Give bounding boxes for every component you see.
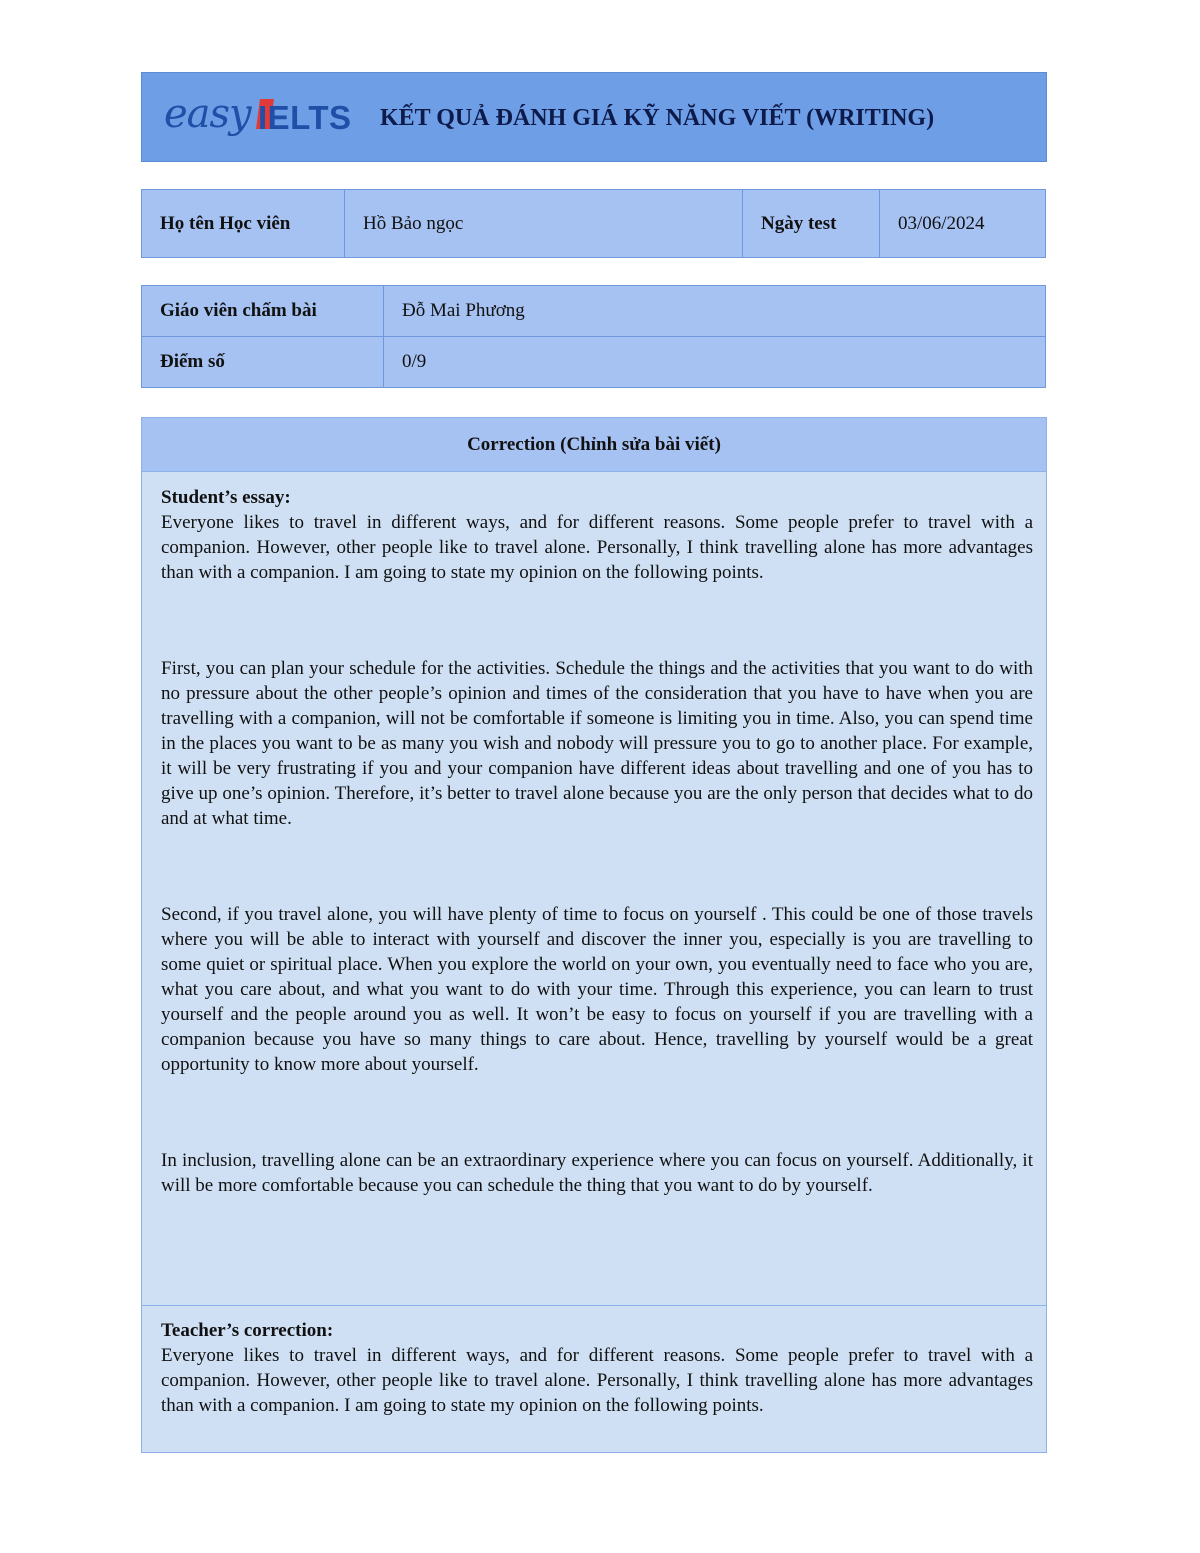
essay-paragraph: Second, if you travel alone, you will have plenty of time to focus on yourself . This could be one of those travels where you will be able to interact with yourself and discover the inner you, especially is you are travelling to some quiet or spiritual place. When you explore the world on your own, you eventually need to face who you are, what you care about, and what you want to do with your time. Through this experience, you can learn to trust yourself and the people around you as well. It won’t be easy to focus on yourself if you are travelling with a companion because you have so many things to care about. Hence, travelling by yourself would be a great opportunity to know more about yourself. [161,904,1033,1075]
table-row [142,190,1046,258]
score-label: Điểm số [142,337,384,388]
correction-heading: Correction (Chỉnh sửa bài viết) [142,418,1046,472]
test-date-value: 03/06/2024 [880,190,1046,258]
grading-info-table [141,285,1046,388]
teacher-label: Giáo viên chấm bài [142,286,384,337]
essay-paragraph: Everyone likes to travel in different ways, and for different reasons. Some people prefer to travel with a companion. However, other people like to travel alone. Personally, I think travelling alone has more advantages than with a companion. I am going to state my opinion on the following points. [161,512,1033,583]
report-header [141,72,1047,162]
teacher-value: Đỗ Mai Phương [384,286,1046,337]
logo-easy-text: easy [164,91,251,137]
easy-ielts-logo [162,85,352,149]
logo-ielts-text: IELTS [258,99,352,136]
student-essay-label: Student’s essay: [161,487,291,508]
student-name-value: Hồ Bảo ngọc [345,190,743,258]
table-row [142,337,1046,388]
essay-paragraph: In inclusion, travelling alone can be an extraordinary experience where you can focus on yourself. Additionally, it will be more comfortable because you can schedule the thing that you want to do by yourself. [161,1150,1033,1196]
essay-paragraph: First, you can plan your schedule for the activities. Schedule the things and the activities that you want to do with no pressure about the other people’s opinion and times of the consideration that you have to have when you are travelling with a companion, will not be comfortable if someone is limiting you in time. Also, you can spend time in the places you want to be as many you wish and nobody will pressure you to go to another place. For example, it will be very frustrating if you and your companion have different ideas about travelling and one of you has to give up one’s opinion. Therefore, it’s better to travel alone because you are the only person that decides what to do and at what time. [161,658,1033,829]
teacher-correction-label: Teacher’s correction: [161,1320,334,1341]
table-row [142,286,1046,337]
student-essay-section [142,472,1046,1306]
score-value: 0/9 [384,337,1046,388]
student-info-table [141,189,1046,258]
page-title: KẾT QUẢ ĐÁNH GIÁ KỸ NĂNG VIẾT (WRITING) [380,105,935,131]
correction-box [141,417,1047,1453]
student-name-label: Họ tên Học viên [142,190,345,258]
correction-paragraph: Everyone likes to travel in different ways, and for different reasons. Some people prefer to travel with a companion. However, other people like to travel alone. Personally, I think travelling alone has more advantages than with a companion. I am going to state my opinion on the following points. [161,1345,1033,1416]
test-date-label: Ngày test [743,190,880,258]
teacher-correction-section [142,1306,1046,1418]
